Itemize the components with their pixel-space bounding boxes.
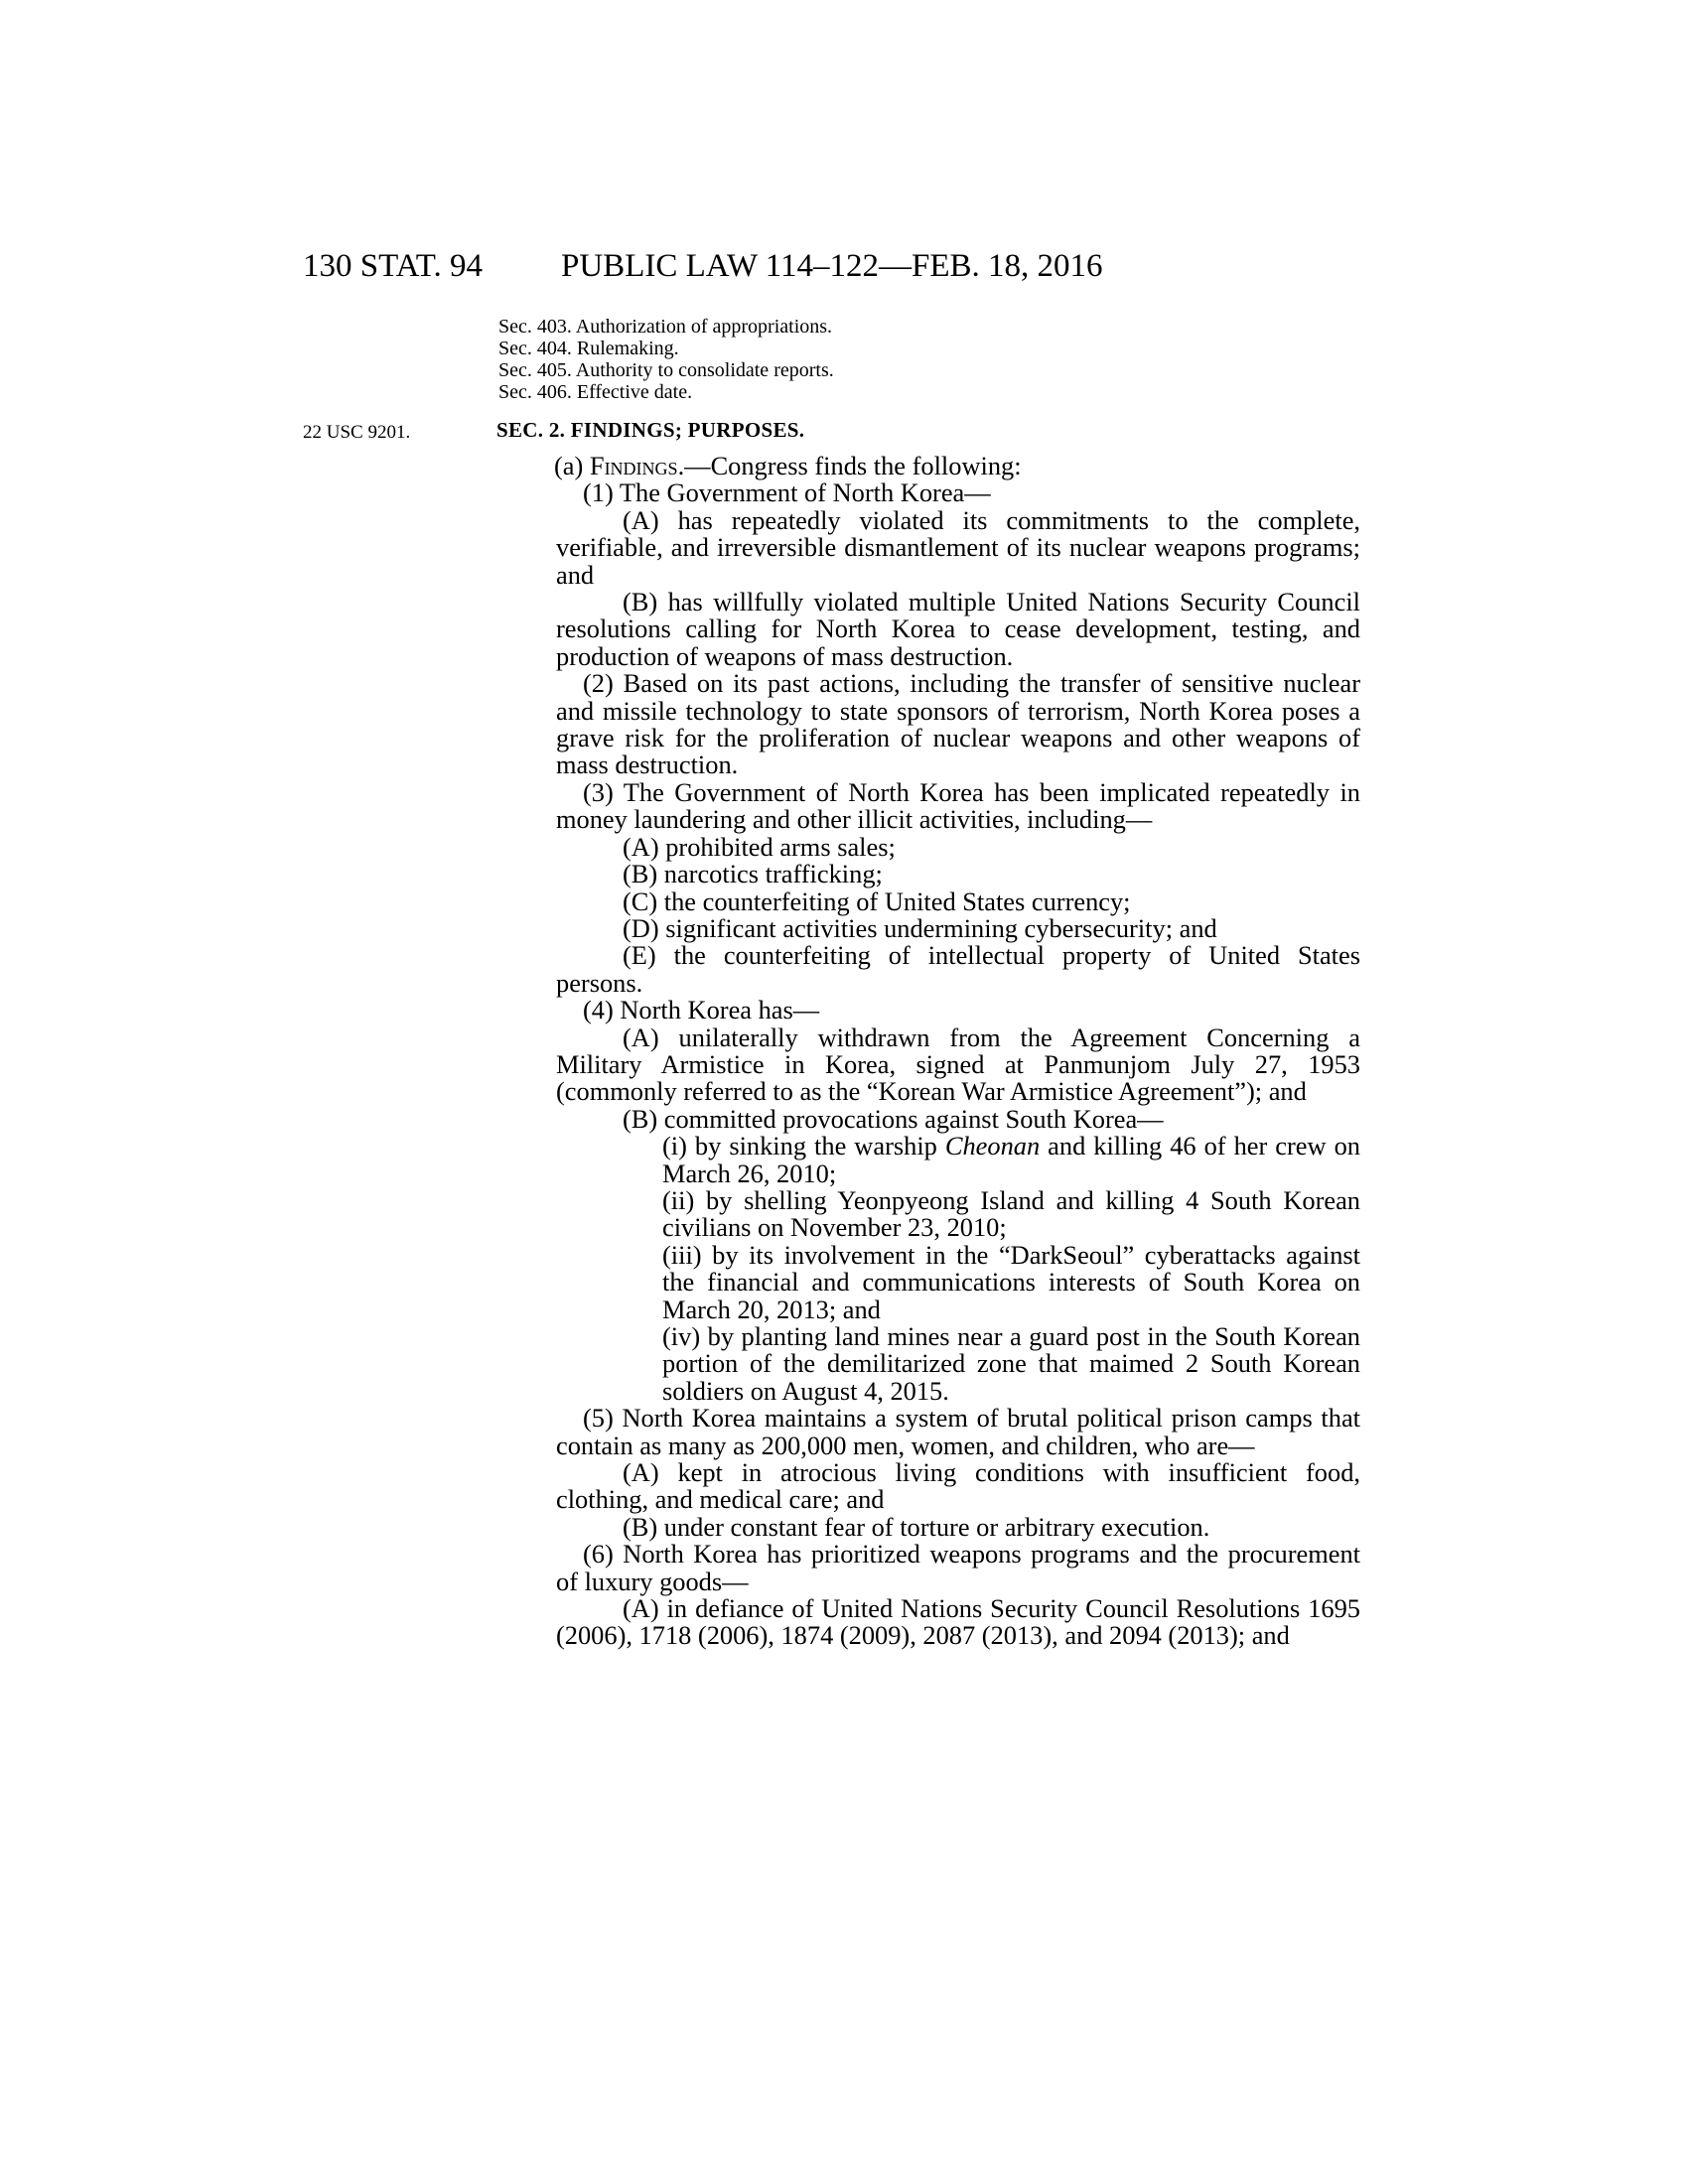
findings-body	[556, 453, 1360, 1650]
subparagraph-3a: (A) prohibited arms sales;	[623, 831, 896, 862]
subparagraph-5a: (A) kept in atrocious living conditions with insufficient food, clothing, and medical care; and	[556, 1457, 1360, 1515]
clause-4b-i-post: and killing 46 of her crew on March 26, 2010;	[662, 1131, 1360, 1188]
clause-4b-ii: (ii) by shelling Yeonpyeong Island and killing 4 South Korean civilians on November 23, 2010;	[662, 1184, 1360, 1243]
paragraph-3: (3) The Government of North Korea has been implicated repeatedly in money laundering and other illicit activities, including—	[556, 776, 1360, 835]
clause-4b-iii: (iii) by its involvement in the “DarkSeoul” cyberattacks against the financial and communications interests of South Korea on March 20, 2013; and	[662, 1239, 1360, 1324]
findings-lead-rest: .—Congress finds the following:	[677, 451, 1022, 480]
subparagraph-3e: (E) the counterfeiting of intellectual property of United States persons.	[556, 940, 1360, 998]
subparagraph-4b: (B) committed provocations against South Korea—	[623, 1103, 1164, 1134]
subparagraph-4a: (A) unilaterally withdrawn from the Agreement Concerning a Military Armistice in Korea, signed at Panmunjom July 27, 1953 (commonly referred to as the “Korean War Armistice Agreement”); and	[556, 1022, 1360, 1107]
findings-lead	[556, 453, 1360, 479]
section-heading: SEC. 2. FINDINGS; PURPOSES.	[496, 418, 805, 442]
subparagraph-3b: (B) narcotics trafficking;	[623, 859, 883, 889]
subparagraph-5b: (B) under constant fear of torture or arbitrary execution.	[623, 1511, 1210, 1542]
toc-line: Sec. 405. Authority to consolidate reports.	[498, 359, 834, 381]
usc-margin-note: 22 USC 9201.	[303, 422, 411, 443]
paragraph-4: (4) North Korea has—	[583, 995, 820, 1025]
toc-line: Sec. 403. Authorization of appropriations.	[498, 316, 833, 338]
clause-4b-i-pre: (i) by sinking the warship	[662, 1131, 945, 1161]
warship-name: Cheonan	[944, 1131, 1041, 1161]
page-running-title: PUBLIC LAW 114–122—FEB. 18, 2016	[561, 248, 1103, 284]
table-of-contents	[498, 316, 1392, 403]
subparagraph-6a: (A) in defiance of United Nations Security Council Resolutions 1695 (2006), 1718 (2006), 1874 (2009), 2087 (2013), and 2094 (2013); and	[556, 1593, 1360, 1651]
toc-line: Sec. 404. Rulemaking.	[498, 338, 679, 359]
toc-line: Sec. 406. Effective date.	[498, 381, 693, 403]
subparagraph-3d: (D) significant activities undermining cybersecurity; and	[623, 912, 1217, 943]
subparagraph-1a: (A) has repeatedly violated its commitments to the complete, verifiable, and irreversible dismantlement of its nuclear weapons programs; and	[556, 504, 1360, 590]
subparagraph-1b: (B) has willfully violated multiple United Nations Security Council resolutions calling for North Korea to cease development, testing, and production of weapons of mass destruction.	[556, 587, 1360, 671]
paragraph-5: (5) North Korea maintains a system of brutal political prison camps that contain as many as 200,000 men, women, and children, who are—	[556, 1403, 1360, 1460]
findings-lead-smallcaps: Findings	[589, 451, 678, 480]
clause-4b-i	[556, 1133, 1360, 1187]
findings-lead-label: (a)	[554, 451, 590, 480]
stat-page-reference: 130 STAT. 94	[303, 248, 484, 284]
subparagraph-3c: (C) the counterfeiting of United States currency;	[623, 886, 1131, 916]
paragraph-6: (6) North Korea has prioritized weapons programs and the procurement of luxury goods—	[556, 1539, 1360, 1596]
clause-4b-iv: (iv) by planting land mines near a guard post in the South Korean portion of the demilitarized zone that maimed 2 South Korean soldiers on August 4, 2015.	[662, 1321, 1360, 1406]
paragraph-2: (2) Based on its past actions, including the transfer of sensitive nuclear and missile technology to state sponsors of terrorism, North Korea poses a grave risk for the proliferation of nuclear weapons and other weapons of mass destruction.	[556, 668, 1360, 780]
paragraph-1: (1) The Government of North Korea—	[583, 478, 991, 508]
